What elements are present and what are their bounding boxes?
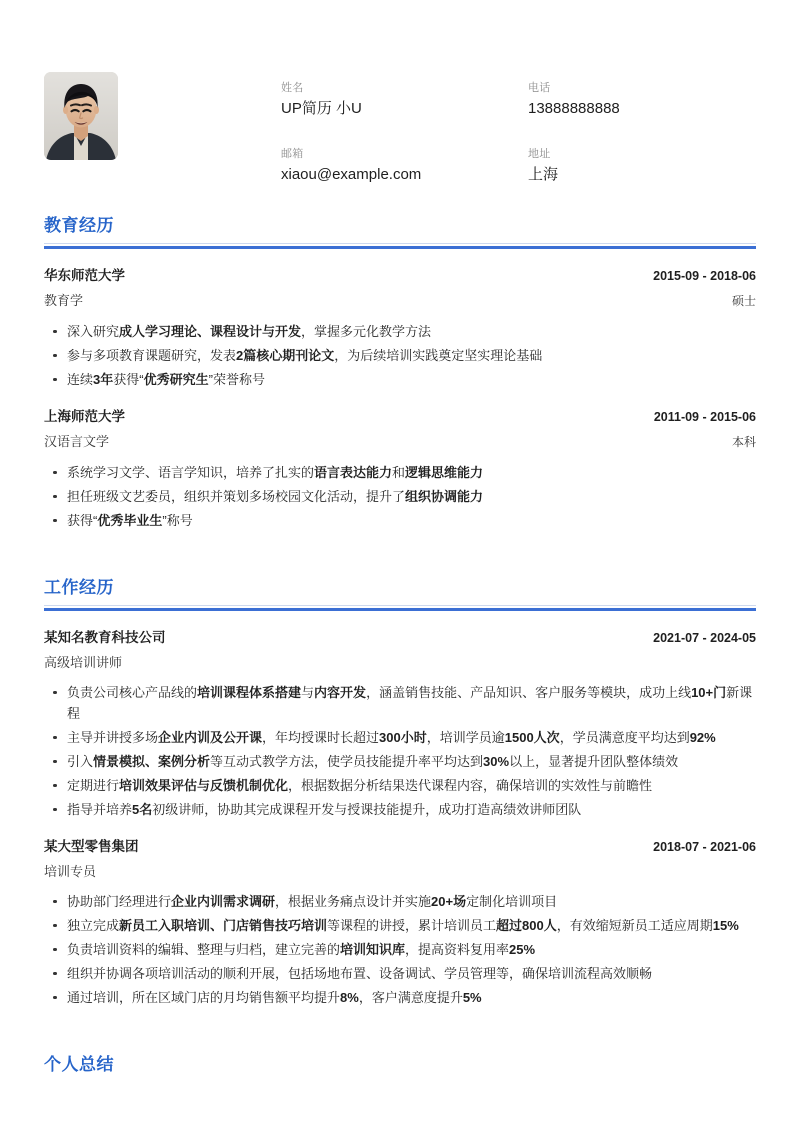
entry-organization: 上海师范大学 <box>44 409 125 424</box>
entry <box>44 266 756 390</box>
section-title-work: 工作经历 <box>44 578 114 597</box>
contact-field-email <box>281 146 528 185</box>
achievement-item: 组织并协调各项培训活动的顺利开展，包括场地布置、设备调试、学员管理等，确保培训流程高效顺畅 <box>44 963 756 984</box>
entry-degree: 硕士 <box>731 294 756 308</box>
entry-header <box>44 407 756 427</box>
entry-date-range: 2011-09 - 2015-06 <box>653 410 756 424</box>
achievement-list <box>44 321 756 390</box>
achievement-item: 指导并培养5名初级讲师，协助其完成课程开发与授课技能提升，成功打造高绩效讲师团队 <box>44 799 756 820</box>
contact-grid <box>281 72 756 185</box>
achievement-item: 定期进行培训效果评估与反馈机制优化，根据数据分析结果迭代课程内容，确保培训的实效性与前瞻性 <box>44 775 756 796</box>
field-value-address: 上海 <box>528 166 559 183</box>
entry <box>44 628 756 820</box>
field-value-email: xiaou@example.com <box>281 166 422 183</box>
portrait-photo-icon <box>44 72 118 160</box>
achievement-item: 主导并讲授多场企业内训及公开课，年均授课时长超过300小时，培训学员逾1500人次，学员满意度平均达到92% <box>44 727 756 748</box>
entry-role: 汉语言文学 <box>44 434 110 449</box>
field-label-name: 姓名 <box>281 82 304 94</box>
achievement-item: 负责公司核心产品线的培训课程体系搭建与内容开发，涵盖销售技能、产品知识、客户服务等模块，成功上线10+门新课程 <box>44 682 756 724</box>
achievement-item: 参与多项教育课题研究，发表2篇核心期刊论文，为后续培训实践奠定坚实理论基础 <box>44 345 756 366</box>
achievement-item: 协助部门经理进行企业内训需求调研，根据业务痛点设计并实施20+场定制化培训项目 <box>44 891 756 912</box>
entry-date-range: 2018-07 - 2021-06 <box>653 840 756 854</box>
entry-organization: 某大型零售集团 <box>44 839 139 854</box>
entry-organization: 某知名教育科技公司 <box>44 630 166 645</box>
achievement-item: 连续3年获得“优秀研究生”荣誉称号 <box>44 369 756 390</box>
entry-subheader <box>44 432 756 452</box>
achievement-item: 深入研究成人学习理论、课程设计与开发，掌握多元化教学方法 <box>44 321 756 342</box>
section-education <box>44 214 756 531</box>
field-label-phone: 电话 <box>528 82 551 94</box>
entry <box>44 837 756 1008</box>
section-summary <box>44 1053 756 1077</box>
achievement-item: 引入情景模拟、案例分析等互动式教学方法，使学员技能提升率平均达到30%以上，显著提升团队整体绩效 <box>44 751 756 772</box>
field-label-address: 地址 <box>528 148 551 160</box>
achievement-list <box>44 891 756 1008</box>
section-divider-bar <box>44 608 756 611</box>
entry-date-range: 2021-07 - 2024-05 <box>653 631 756 645</box>
entry-degree: 本科 <box>731 435 756 449</box>
entry-header <box>44 837 756 857</box>
entry-header <box>44 266 756 286</box>
section-title-education: 教育经历 <box>44 216 114 235</box>
section-divider <box>44 243 756 249</box>
achievement-list <box>44 682 756 820</box>
section-divider-bar <box>44 246 756 249</box>
section-spacer <box>44 534 756 556</box>
entry-role: 高级培训讲师 <box>44 655 123 670</box>
achievement-list <box>44 462 756 531</box>
achievement-item: 担任班级文艺委员，组织并策划多场校园文化活动，提升了组织协调能力 <box>44 486 756 507</box>
profile-header <box>44 0 756 194</box>
section-title-summary: 个人总结 <box>44 1055 114 1074</box>
achievement-item: 系统学习文学、语言学知识，培养了扎实的语言表达能力和逻辑思维能力 <box>44 462 756 483</box>
contact-field-phone <box>528 80 756 119</box>
entry-date-range: 2015-09 - 2018-06 <box>653 269 756 283</box>
contact-field-address <box>528 146 756 185</box>
contact-field-name <box>281 80 528 119</box>
entry-organization: 华东师范大学 <box>44 268 125 283</box>
resume-sections <box>44 214 756 1077</box>
achievement-item: 获得“优秀毕业生”称号 <box>44 510 756 531</box>
field-label-email: 邮箱 <box>281 148 304 160</box>
section-work <box>44 576 756 1008</box>
entry-header <box>44 628 756 648</box>
field-value-name: UP简历 小U <box>281 100 362 117</box>
section-spacer <box>44 1011 756 1033</box>
entry-subheader <box>44 291 756 311</box>
field-value-phone: 13888888888 <box>528 100 620 117</box>
entry-subheader <box>44 862 756 881</box>
section-divider <box>44 605 756 611</box>
achievement-item: 负责培训资料的编辑、整理与归档，建立完善的培训知识库，提高资料复用率25% <box>44 939 756 960</box>
achievement-item: 通过培训，所在区域门店的月均销售额平均提升8%，客户满意度提升5% <box>44 987 756 1008</box>
achievement-item: 独立完成新员工入职培训、门店销售技巧培训等课程的讲授，累计培训员工超过800人，有效缩短新员工适应周期15% <box>44 915 756 936</box>
entry-role: 教育学 <box>44 293 84 308</box>
avatar <box>44 72 118 160</box>
entry-subheader <box>44 653 756 672</box>
entry-role: 培训专员 <box>44 864 97 879</box>
entry <box>44 407 756 531</box>
